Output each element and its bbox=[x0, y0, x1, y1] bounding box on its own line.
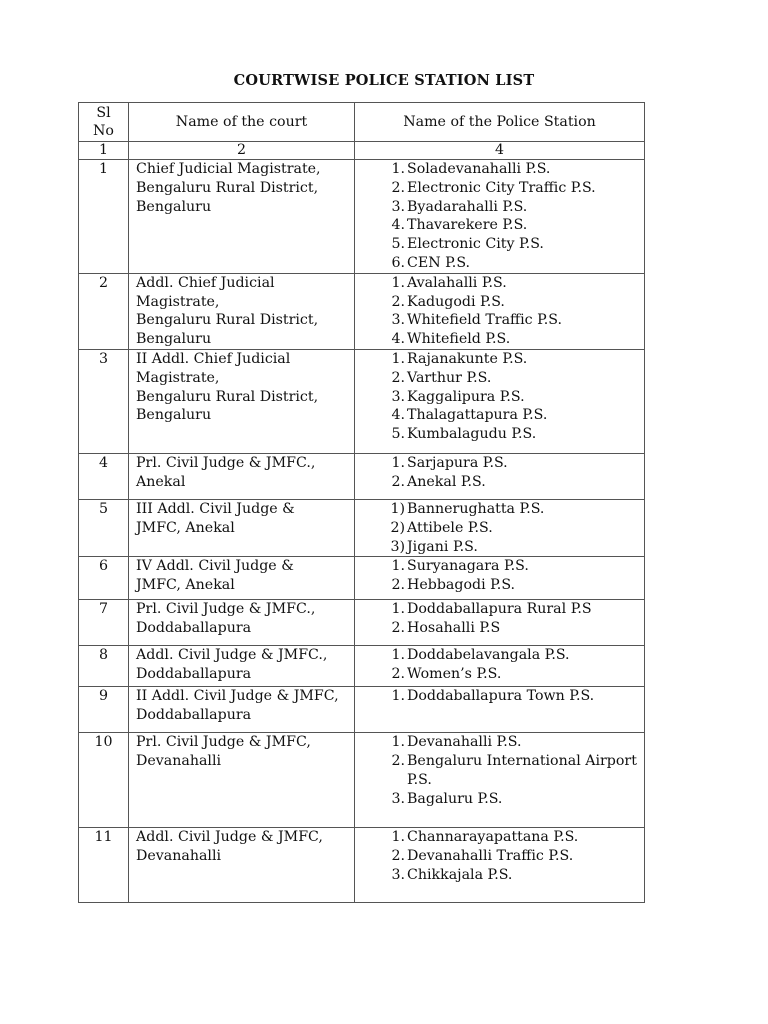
police-station-item bbox=[385, 500, 644, 519]
police-station-name: Kadugodi P.S. bbox=[407, 293, 505, 310]
police-station-item bbox=[385, 350, 644, 369]
police-station-name: CEN P.S. bbox=[407, 254, 471, 271]
table-row bbox=[79, 160, 645, 274]
police-station-name: Electronic City P.S. bbox=[407, 236, 544, 253]
police-station-item bbox=[385, 160, 644, 179]
police-station-item bbox=[385, 425, 644, 444]
list-marker: 5. bbox=[391, 426, 405, 443]
police-station-item bbox=[385, 369, 644, 388]
court-name-line: Prl. Civil Judge & JMFC, bbox=[136, 734, 311, 751]
list-marker: 3. bbox=[391, 866, 405, 883]
police-station-name: Thalagattapura P.S. bbox=[407, 407, 548, 424]
police-station-item bbox=[385, 733, 644, 752]
table-header-row bbox=[79, 103, 645, 142]
header-sl-text: Sl No bbox=[93, 105, 114, 139]
list-marker: 1. bbox=[391, 601, 405, 618]
court-name-cell bbox=[129, 828, 355, 903]
police-station-item bbox=[385, 406, 644, 425]
list-marker: 2) bbox=[390, 519, 405, 536]
police-station-name: Women’s P.S. bbox=[407, 666, 502, 683]
sl-number-cell: 6 bbox=[79, 557, 129, 600]
list-marker: 2. bbox=[391, 666, 405, 683]
police-station-list bbox=[355, 646, 644, 684]
police-station-name: Kumbalagudu P.S. bbox=[407, 426, 537, 443]
list-marker: 2. bbox=[391, 753, 405, 770]
police-station-name: Devanahalli Traffic P.S. bbox=[407, 848, 574, 865]
police-station-name: Bannerughatta P.S. bbox=[407, 500, 545, 517]
police-station-name: Bengaluru International Airport P.S. bbox=[407, 753, 637, 788]
court-name-line: Devanahalli bbox=[136, 753, 222, 770]
police-station-item bbox=[385, 330, 644, 349]
header-sl-no bbox=[79, 103, 129, 142]
police-station-cell bbox=[355, 600, 645, 646]
table-row bbox=[79, 828, 645, 903]
list-marker: 2. bbox=[391, 620, 405, 637]
court-name-line: Doddaballapura bbox=[136, 707, 252, 724]
police-station-item bbox=[385, 216, 644, 235]
court-name-cell bbox=[129, 733, 355, 828]
police-station-item bbox=[385, 198, 644, 217]
police-station-list bbox=[355, 557, 644, 595]
police-station-list bbox=[355, 274, 644, 349]
list-marker: 2. bbox=[391, 473, 405, 490]
police-station-item bbox=[385, 600, 644, 619]
table-row bbox=[79, 557, 645, 600]
list-marker: 1. bbox=[391, 688, 405, 705]
court-name-cell bbox=[129, 160, 355, 274]
sl-number-cell: 10 bbox=[79, 733, 129, 828]
police-station-name: Hosahalli P.S bbox=[407, 620, 501, 637]
table-row bbox=[79, 453, 645, 499]
table-row bbox=[79, 600, 645, 646]
list-marker: 3) bbox=[390, 538, 405, 555]
court-name-line: Doddaballapura bbox=[136, 666, 252, 683]
header-court-name: Name of the court bbox=[129, 103, 355, 142]
court-name-line: Addl. Chief Judicial bbox=[136, 274, 275, 291]
table-row bbox=[79, 273, 645, 349]
court-name-line: Bengaluru Rural District, bbox=[136, 388, 319, 405]
court-name-line: Anekal bbox=[136, 473, 186, 490]
court-name-line: Prl. Civil Judge & JMFC., bbox=[136, 601, 316, 618]
police-station-name: Attibele P.S. bbox=[407, 519, 493, 536]
police-station-item bbox=[385, 828, 644, 847]
court-name-line: Magistrate, bbox=[136, 293, 220, 310]
police-station-cell bbox=[355, 646, 645, 687]
police-station-name: Suryanagara P.S. bbox=[407, 558, 529, 575]
court-name-line: III Addl. Civil Judge & bbox=[136, 500, 295, 517]
table-row bbox=[79, 349, 645, 453]
list-marker: 4. bbox=[391, 331, 405, 348]
police-station-name: Doddaballapura Town P.S. bbox=[407, 688, 595, 705]
police-station-name: Jigani P.S. bbox=[407, 538, 478, 555]
list-marker: 1. bbox=[391, 454, 405, 471]
court-name-line: Devanahalli bbox=[136, 848, 222, 865]
police-station-item bbox=[385, 254, 644, 273]
list-marker: 1. bbox=[391, 558, 405, 575]
list-marker: 2. bbox=[391, 179, 405, 196]
court-name-line: Addl. Civil Judge & JMFC., bbox=[136, 647, 328, 664]
list-marker: 5. bbox=[391, 236, 405, 253]
list-marker: 2. bbox=[391, 369, 405, 386]
list-marker: 2. bbox=[391, 293, 405, 310]
police-station-name: Devanahalli P.S. bbox=[407, 734, 522, 751]
table-body bbox=[79, 160, 645, 903]
police-station-item bbox=[385, 557, 644, 576]
column-number: 2 bbox=[129, 142, 355, 160]
court-name-line: Bengaluru bbox=[136, 331, 212, 348]
court-name-line: Bengaluru Rural District, bbox=[136, 312, 319, 329]
police-station-item bbox=[385, 179, 644, 198]
police-station-item bbox=[385, 293, 644, 312]
police-station-cell bbox=[355, 557, 645, 600]
court-name-line: Bengaluru Rural District, bbox=[136, 179, 319, 196]
police-station-name: Thavarekere P.S. bbox=[407, 217, 528, 234]
header-police-station: Name of the Police Station bbox=[355, 103, 645, 142]
police-station-list bbox=[355, 733, 644, 808]
police-station-item bbox=[385, 687, 644, 706]
table-row bbox=[79, 499, 645, 556]
court-name-cell bbox=[129, 453, 355, 499]
list-marker: 3. bbox=[391, 790, 405, 807]
sl-number-cell: 1 bbox=[79, 160, 129, 274]
police-station-item bbox=[385, 454, 644, 473]
police-station-item bbox=[385, 274, 644, 293]
police-station-item bbox=[385, 790, 644, 809]
police-station-item bbox=[385, 311, 644, 330]
police-station-cell bbox=[355, 160, 645, 274]
police-station-name: Doddabelavangala P.S. bbox=[407, 647, 570, 664]
list-marker: 6. bbox=[391, 254, 405, 271]
court-name-line: Magistrate, bbox=[136, 369, 220, 386]
police-station-item bbox=[385, 847, 644, 866]
table-row bbox=[79, 687, 645, 733]
police-station-cell bbox=[355, 273, 645, 349]
court-name-line: IV Addl. Civil Judge & bbox=[136, 558, 294, 575]
police-station-name: Rajanakunte P.S. bbox=[407, 350, 528, 367]
police-station-name: Anekal P.S. bbox=[407, 473, 486, 490]
police-station-list bbox=[355, 350, 644, 444]
police-station-cell bbox=[355, 733, 645, 828]
court-name-line: JMFC, Anekal bbox=[136, 577, 235, 594]
police-station-name: Hebbagodi P.S. bbox=[407, 577, 516, 594]
sl-number-cell: 5 bbox=[79, 499, 129, 556]
sl-number-cell: 11 bbox=[79, 828, 129, 903]
list-marker: 2. bbox=[391, 848, 405, 865]
sl-number-cell: 8 bbox=[79, 646, 129, 687]
court-name-line: JMFC, Anekal bbox=[136, 519, 235, 536]
sl-number-cell: 3 bbox=[79, 349, 129, 453]
list-marker: 1) bbox=[390, 500, 405, 517]
police-station-item bbox=[385, 866, 644, 885]
list-marker: 4. bbox=[391, 407, 405, 424]
court-name-line: Prl. Civil Judge & JMFC., bbox=[136, 454, 316, 471]
police-station-item bbox=[385, 576, 644, 595]
police-station-item bbox=[385, 665, 644, 684]
police-station-list bbox=[355, 500, 644, 556]
court-name-line: II Addl. Chief Judicial bbox=[136, 350, 291, 367]
police-station-list bbox=[355, 687, 644, 706]
police-station-item bbox=[385, 752, 644, 790]
court-name-line: Bengaluru bbox=[136, 407, 212, 424]
police-station-cell bbox=[355, 349, 645, 453]
court-name-line: Bengaluru bbox=[136, 198, 212, 215]
list-marker: 4. bbox=[391, 217, 405, 234]
court-name-cell bbox=[129, 687, 355, 733]
court-name-line: Addl. Civil Judge & JMFC, bbox=[136, 829, 323, 846]
police-station-item bbox=[385, 519, 644, 538]
court-name-line: Chief Judicial Magistrate, bbox=[136, 161, 321, 177]
police-station-cell bbox=[355, 453, 645, 499]
police-station-cell bbox=[355, 828, 645, 903]
sl-number-cell: 9 bbox=[79, 687, 129, 733]
list-marker: 1. bbox=[391, 647, 405, 664]
police-station-item bbox=[385, 473, 644, 492]
police-station-list bbox=[355, 454, 644, 492]
sl-number-cell: 2 bbox=[79, 273, 129, 349]
column-number: 4 bbox=[355, 142, 645, 160]
police-station-table bbox=[78, 102, 645, 903]
list-marker: 3. bbox=[391, 388, 405, 405]
list-marker: 1. bbox=[391, 274, 405, 291]
sl-number-cell: 7 bbox=[79, 600, 129, 646]
column-number-row bbox=[79, 142, 645, 160]
police-station-name: Whitefield P.S. bbox=[407, 331, 511, 348]
police-station-name: Whitefield Traffic P.S. bbox=[407, 312, 563, 329]
court-name-line: II Addl. Civil Judge & JMFC, bbox=[136, 688, 339, 705]
police-station-name: Chikkajala P.S. bbox=[407, 866, 513, 883]
list-marker: 1. bbox=[391, 161, 405, 177]
police-station-item bbox=[385, 388, 644, 407]
police-station-name: Electronic City Traffic P.S. bbox=[407, 179, 596, 196]
list-marker: 2. bbox=[391, 577, 405, 594]
court-name-cell bbox=[129, 646, 355, 687]
police-station-cell bbox=[355, 687, 645, 733]
sl-number-cell: 4 bbox=[79, 453, 129, 499]
police-station-name: Varthur P.S. bbox=[407, 369, 492, 386]
police-station-name: Byadarahalli P.S. bbox=[407, 198, 528, 215]
police-station-name: Soladevanahalli P.S. bbox=[407, 161, 551, 177]
police-station-item bbox=[385, 646, 644, 665]
list-marker: 3. bbox=[391, 312, 405, 329]
police-station-cell bbox=[355, 499, 645, 556]
police-station-list bbox=[355, 160, 644, 273]
police-station-item bbox=[385, 619, 644, 638]
police-station-list bbox=[355, 828, 644, 884]
police-station-name: Channarayapattana P.S. bbox=[407, 829, 579, 846]
court-name-cell bbox=[129, 273, 355, 349]
police-station-item bbox=[385, 538, 644, 557]
table-row bbox=[79, 646, 645, 687]
list-marker: 3. bbox=[391, 198, 405, 215]
document-title: COURTWISE POLICE STATION LIST bbox=[233, 72, 535, 89]
court-name-cell bbox=[129, 349, 355, 453]
column-number: 1 bbox=[79, 142, 129, 160]
list-marker: 1. bbox=[391, 734, 405, 751]
police-station-name: Kaggalipura P.S. bbox=[407, 388, 525, 405]
list-marker: 1. bbox=[391, 829, 405, 846]
police-station-item bbox=[385, 235, 644, 254]
list-marker: 1. bbox=[391, 350, 405, 367]
table-row bbox=[79, 733, 645, 828]
court-name-line: Doddaballapura bbox=[136, 620, 252, 637]
police-station-name: Sarjapura P.S. bbox=[407, 454, 508, 471]
police-station-name: Avalahalli P.S. bbox=[407, 274, 507, 291]
court-name-cell bbox=[129, 600, 355, 646]
court-name-cell bbox=[129, 557, 355, 600]
police-station-name: Doddaballapura Rural P.S bbox=[407, 601, 592, 618]
police-station-name: Bagaluru P.S. bbox=[407, 790, 503, 807]
police-station-list bbox=[355, 600, 644, 638]
court-name-cell bbox=[129, 499, 355, 556]
